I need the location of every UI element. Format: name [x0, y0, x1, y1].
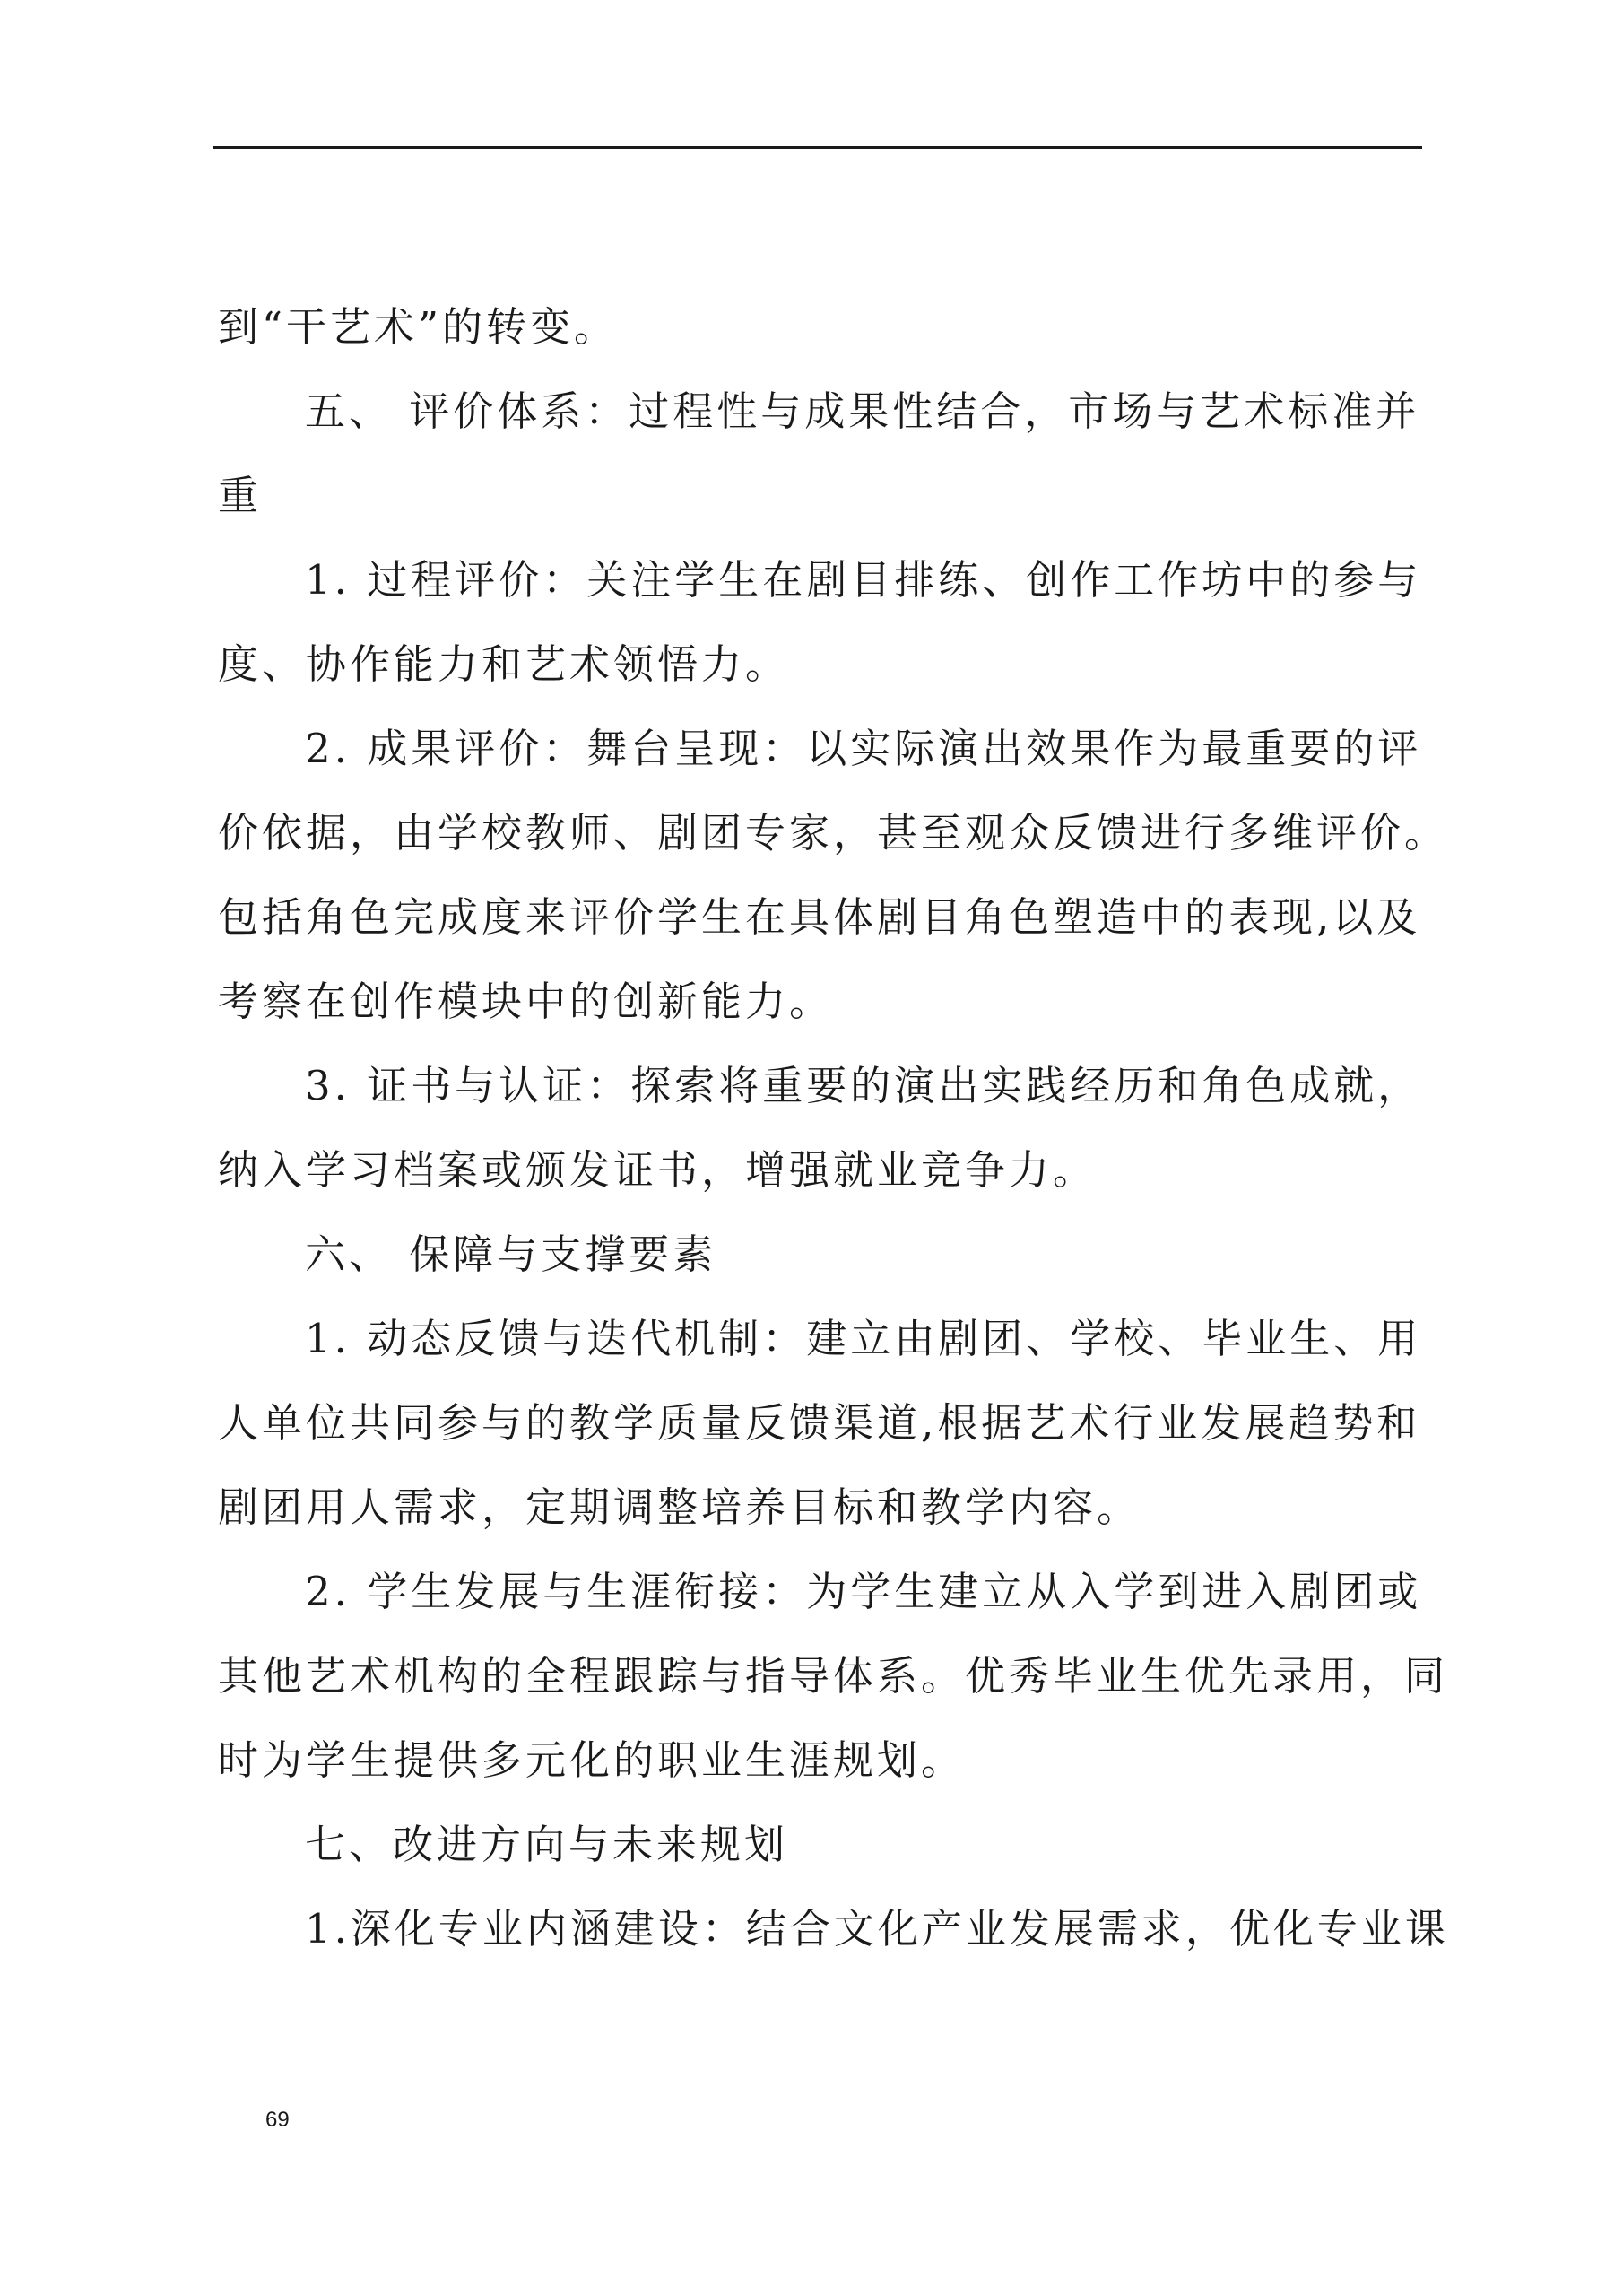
- page-number: 69: [265, 2108, 290, 2132]
- list-item: 2. 学生发展与生涯衔接：为学生建立从入学到进入剧团或: [305, 1568, 1422, 1615]
- text-line: 价依据，由学校教师、剧团专家，甚至观众反馈进行多维评价。: [218, 809, 1449, 857]
- list-item: 1.深化专业内涵建设：结合文化产业发展需求，优化专业课: [305, 1905, 1449, 1952]
- list-item: 3. 证书与认证：探索将重要的演出实践经历和角色成就，: [305, 1062, 1422, 1109]
- list-item: 1. 过程评价：关注学生在剧目排练、创作工作坊中的参与: [305, 556, 1422, 604]
- text-line: 人单位共同参与的教学质量反馈渠道,根据艺术行业发展趋势和: [218, 1399, 1421, 1447]
- document-body: [218, 285, 1449, 1971]
- section-heading-six: 六、 保障与支撑要素: [305, 1231, 717, 1278]
- list-item: 1. 动态反馈与迭代机制：建立由剧团、学校、毕业生、用: [305, 1315, 1422, 1362]
- section-heading-five: 五、 评价体系：过程性与成果性结合，市场与艺术标准并: [305, 387, 1420, 435]
- list-item: 2. 成果评价：舞台呈现：以实际演出效果作为最重要的评: [305, 725, 1422, 772]
- text-line: 剧团用人需求，定期调整培养目标和教学内容。: [218, 1483, 1141, 1531]
- section-heading-seven: 七、改进方向与未来规划: [305, 1821, 789, 1868]
- text-line: 考察在创作模块中的创新能力。: [218, 978, 834, 1025]
- text-line: 纳入学习档案或颁发证书，增强就业竞争力。: [218, 1146, 1098, 1194]
- text-line: 包括角色完成度来评价学生在具体剧目角色塑造中的表现,以及: [218, 893, 1421, 941]
- text-line: 到“干艺术”的转变。: [218, 303, 619, 351]
- text-line: 其他艺术机构的全程跟踪与指导体系。优秀毕业生优先录用，同: [218, 1652, 1449, 1700]
- text-line: 时为学生提供多元化的职业生涯规划。: [218, 1736, 966, 1784]
- header-rule: [213, 146, 1422, 149]
- text-line: 度、协作能力和艺术领悟力。: [218, 640, 790, 688]
- text-line: 重: [218, 472, 263, 519]
